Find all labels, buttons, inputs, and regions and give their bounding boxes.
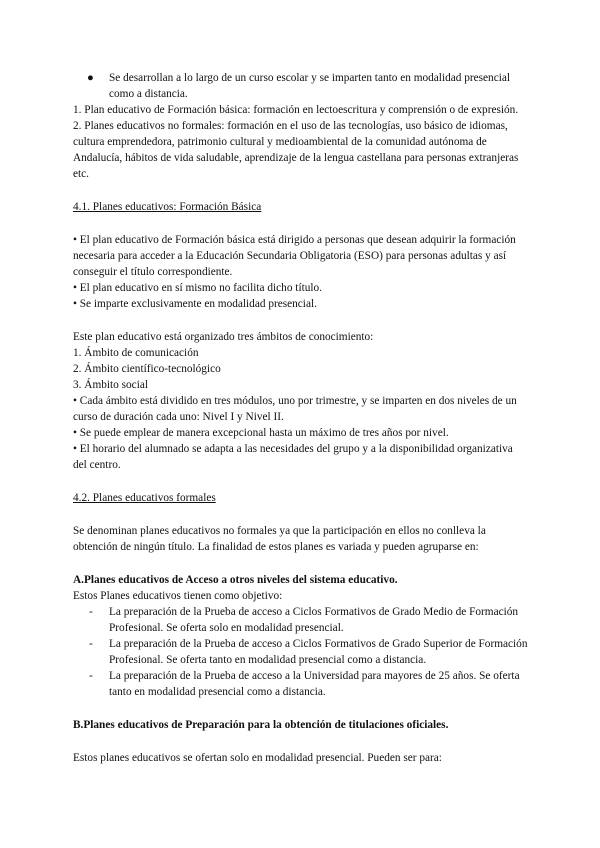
detail-item: • El horario del alumnado se adapta a las necesidades del grupo y a la disponibilidad organizativa del centro. [73,443,513,471]
intro-bullet [73,70,528,102]
subsection-a-objective: Estos Planes educativos tienen como objetivo: [73,590,283,602]
list-item-text: La preparación de la Prueba de acceso a Ciclos Formativos de Grado Medio de Formación Profesional. Se oferta solo en modalidad presencial. [109,606,519,634]
section-4-2-intro: Se denominan planes educativos no formales ya que la participación en ellos no conlleva la obtención de ningún título. La finalidad de estos planes es variada y pueden agruparse en: [73,525,486,553]
intro-bullet-text: Se desarrollan a lo largo de un curso escolar y se imparten tanto en modalidad presencial como a distancia. [109,72,511,100]
section-4-1-bullet: • El plan educativo en sí mismo no facilita dicho título. [73,282,322,294]
section-4-1-bullet: • Se imparte exclusivamente en modalidad presencial. [73,298,317,310]
bullet-dot-icon: ● [87,72,94,84]
section-4-1-title: 4.1. Planes educativos: Formación Básica [73,201,262,213]
list-item [73,604,528,636]
subsection-b-title: B.Planes educativos de Preparación para la obtención de titulaciones oficiales. [73,719,449,731]
subsection-a-title: A.Planes educativos de Acceso a otros niveles del sistema educativo. [73,574,398,586]
section-4-2-title: 4.2. Planes educativos formales [73,492,216,504]
subsection-a-list [73,604,528,700]
list-item-text: La preparación de la Prueba de acceso a la Universidad para mayores de 25 años. Se oferta tanto en modalidad presencial como a distancia. [109,670,520,698]
area-item: 1. Ámbito de comunicación [73,347,199,359]
list-item [73,668,528,700]
list-item-text: La preparación de la Prueba de acceso a Ciclos Formativos de Grado Superior de Formación Profesional. Se oferta tanto en modalidad presencial como a distancia. [109,638,528,666]
section-4-1-bullet: • El plan educativo de Formación básica está dirigido a personas que desean adquirir la formación necesaria para acceder a la Educación Secundaria Obligatoria (ESO) para personas adultas y así conseguir el título correspondiente. [73,234,516,278]
numbered-intro-2: 2. Planes educativos no formales: formación en el uso de las tecnologías, uso básico de idiomas, cultura emprendedora, patrimonio cultural y medioambiental de la comunidad autónoma de Andalucía, hábitos de vida saludable, aprendizaje de la lengua castellana para personas extranjeras etc. [73,120,519,180]
area-item: 3. Ámbito social [73,379,148,391]
dash-icon: - [89,638,93,650]
dash-icon: - [89,670,93,682]
numbered-intro-1: 1. Plan educativo de Formación básica: formación en lectoescritura y comprensión o de expresión. [73,104,519,116]
detail-item: • Cada ámbito está dividido en tres módulos, uno por trimestre, y se imparten en dos niveles de un curso de duración cada uno: Nivel I y Nivel II. [73,395,517,423]
organized-intro: Este plan educativo está organizado tres ámbitos de conocimiento: [73,331,374,343]
dash-icon: - [89,606,93,618]
area-item: 2. Ámbito científico-tecnológico [73,363,221,375]
document-page [73,70,528,766]
detail-item: • Se puede emplear de manera excepcional hasta un máximo de tres años por nivel. [73,427,449,439]
subsection-b-text: Estos planes educativos se ofertan solo en modalidad presencial. Pueden ser para: [73,752,442,764]
list-item [73,636,528,668]
